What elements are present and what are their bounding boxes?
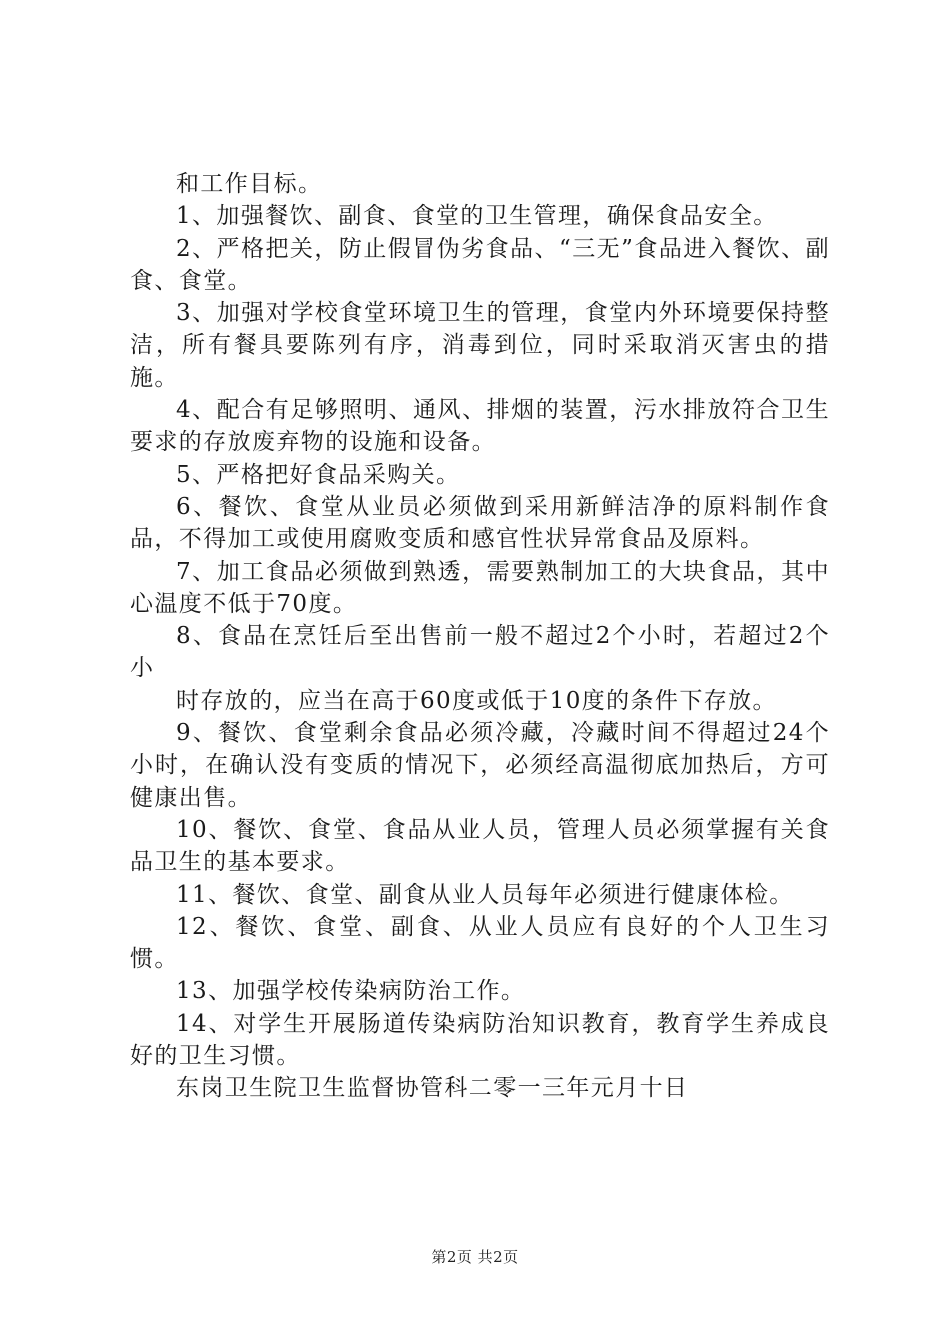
paragraph: 1、加强餐饮、副食、食堂的卫生管理，确保食品安全。 bbox=[176, 203, 778, 230]
paragraph: 11、餐饮、食堂、副食从业人员每年必须进行健康体检。 bbox=[176, 881, 794, 908]
document-body bbox=[130, 168, 830, 1105]
paragraph: 13、加强学校传染病防治工作。 bbox=[176, 978, 526, 1005]
paragraph: 4、配合有足够照明、通风、排烟的装置，污水排放符合卫生要求的存放废弃物的设施和设备。 bbox=[130, 397, 830, 456]
paragraph: 7、加工食品必须做到熟透，需要熟制加工的大块食品，其中心温度不低于70度。 bbox=[130, 558, 830, 617]
signature-line: 东岗卫生院卫生监督协管科二零一三年元月十日 bbox=[176, 1075, 689, 1102]
paragraph: 和工作目标。 bbox=[176, 171, 323, 197]
paragraph: 8、食品在烹饪后至出售前一般不超过2个小时，若超过2个小 bbox=[130, 623, 830, 682]
paragraph: 6、餐饮、食堂从业员必须做到采用新鲜洁净的原料制作食品，不得加工或使用腐败变质和感官性状异常食品及原料。 bbox=[130, 493, 830, 553]
paragraph: 3、加强对学校食堂环境卫生的管理，食堂内外环境要保持整洁，所有餐具要陈列有序，消毒到位，同时采取消灭害虫的措施。 bbox=[130, 300, 830, 391]
paragraph: 5、严格把好食品采购关。 bbox=[176, 461, 461, 488]
page-number-footer: 第2页 共2页 bbox=[431, 1248, 519, 1266]
paragraph: 时存放的，应当在高于60度或低于10度的条件下存放。 bbox=[176, 687, 777, 714]
paragraph: 14、对学生开展肠道传染病防治知识教育，教育学生养成良好的卫生习惯。 bbox=[130, 1010, 830, 1070]
paragraph: 10、餐饮、食堂、食品从业人员，管理人员必须掌握有关食品卫生的基本要求。 bbox=[130, 816, 830, 876]
paragraph: 2、严格把关，防止假冒伪劣食品、“三无”食品进入餐饮、副食、食堂。 bbox=[130, 235, 830, 294]
paragraph: 9、餐饮、食堂剩余食品必须冷藏，冷藏时间不得超过24个小时，在确认没有变质的情况下，必须经高温彻底加热后，方可健康出售。 bbox=[130, 720, 830, 811]
paragraph: 12、餐饮、食堂、副食、从业人员应有良好的个人卫生习惯。 bbox=[130, 913, 830, 973]
